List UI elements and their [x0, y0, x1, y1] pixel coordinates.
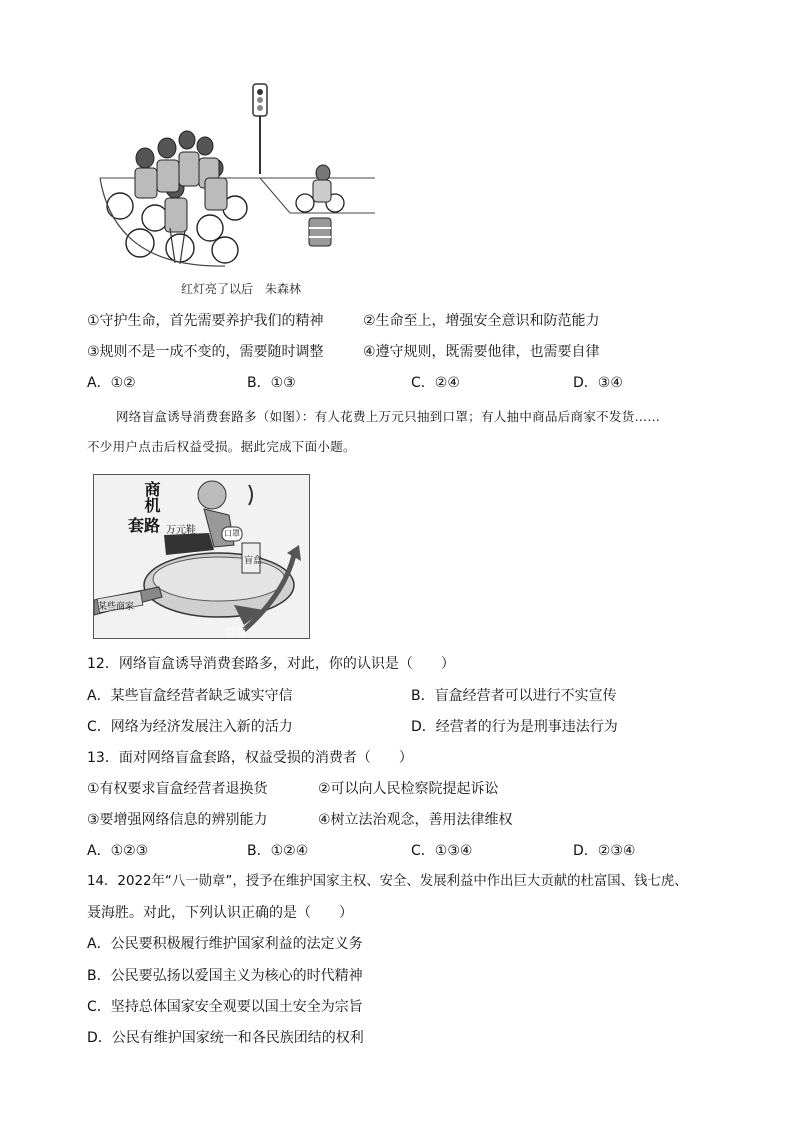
label-kouzhao: 口罩: [224, 529, 240, 538]
statement-2: ②生命至上，增强安全意识和防范能力: [363, 313, 600, 329]
cartoon-red-light: [95, 78, 380, 270]
q11-option-c[interactable]: C．②④: [411, 375, 460, 391]
q13-option-a[interactable]: A．①②③: [87, 843, 149, 859]
q13-statement-4: ④树立法治观念，善用法律维权: [318, 812, 513, 828]
q13-stem: 13．面对网络盲盒套路，权益受损的消费者（ ）: [87, 750, 413, 766]
material-line-1: 网络盲盒诱导消费套路多（如图）：有人花费上万元只抽到口罩；有人抽中商品后商家不发货……: [116, 409, 661, 424]
cartoon-blind-box: [93, 474, 310, 639]
q12-option-b[interactable]: B．盲盒经营者可以进行不实宣传: [411, 688, 617, 704]
q12-option-d[interactable]: D．经营者的行为是刑事违法行为: [411, 719, 618, 735]
material-line-2: 不少用户点击后权益受损。据此完成下面小题。: [87, 439, 356, 454]
q12-option-a[interactable]: A．某些盲盒经营者缺乏诚实守信: [87, 688, 293, 704]
label-wanyuanxie: 万元鞋: [166, 525, 196, 536]
cartoon-blind-box-drawing: [94, 475, 309, 638]
q13-statement-3: ③要增强网络信息的辨别能力: [87, 812, 268, 828]
q12-stem: 12．网络盲盒诱导消费套路多，对此，你的认识是（ ）: [87, 656, 455, 672]
label-manghe: 盲盒: [244, 556, 263, 566]
q14-option-a[interactable]: A．公民要积极履行维护国家利益的法定义务: [87, 936, 363, 952]
q13-statement-1: ①有权要求盲盒经营者退换货: [87, 781, 268, 797]
cartoon-red-light-drawing: [95, 78, 380, 270]
statement-4: ④遵守规则，既需要他律，也需要自律: [363, 344, 600, 360]
q14-option-b[interactable]: B．公民要弘扬以爱国主义为核心的时代精神: [87, 968, 363, 984]
q13-statement-2: ②可以向人民检察院提起诉讼: [318, 781, 499, 797]
q14-stem-line-2: 聂海胜。对此，下列认识正确的是（ ）: [87, 905, 353, 921]
q11-option-a[interactable]: A．①②: [87, 375, 136, 391]
q11-option-b[interactable]: B．①③: [247, 375, 296, 391]
q14-stem-line-1: 14．2022年“八一勋章”，授予在维护国家主权、安全、发展利益中作出巨大贡献的杜富国、钱七虎、: [87, 874, 688, 889]
label-shangji: 商机: [142, 481, 161, 513]
statement-3: ③规则不是一成不变的，需要随时调整: [87, 344, 324, 360]
q14-option-c[interactable]: C．坚持总体国家安全观要以国土安全为宗旨: [87, 999, 363, 1015]
q11-option-d[interactable]: D．③④: [573, 375, 623, 391]
q14-option-d[interactable]: D．公民有维护国家统一和各民族团结的权利: [87, 1030, 364, 1046]
figure-caption: 红灯亮了以后 朱森林: [181, 282, 302, 296]
label-taolu: 套路: [128, 516, 161, 535]
label-shangjia: 某些商家: [98, 602, 135, 612]
q13-option-d[interactable]: D．②③④: [573, 843, 636, 859]
statement-1: ①守护生命，首先需要养护我们的精神: [87, 313, 324, 329]
q12-option-c[interactable]: C．网络为经济发展注入新的活力: [87, 719, 293, 735]
q13-option-c[interactable]: C．①③④: [411, 843, 473, 859]
q13-option-b[interactable]: B．①②④: [247, 843, 309, 859]
label-chaozuo: 炒作: [226, 627, 246, 638]
